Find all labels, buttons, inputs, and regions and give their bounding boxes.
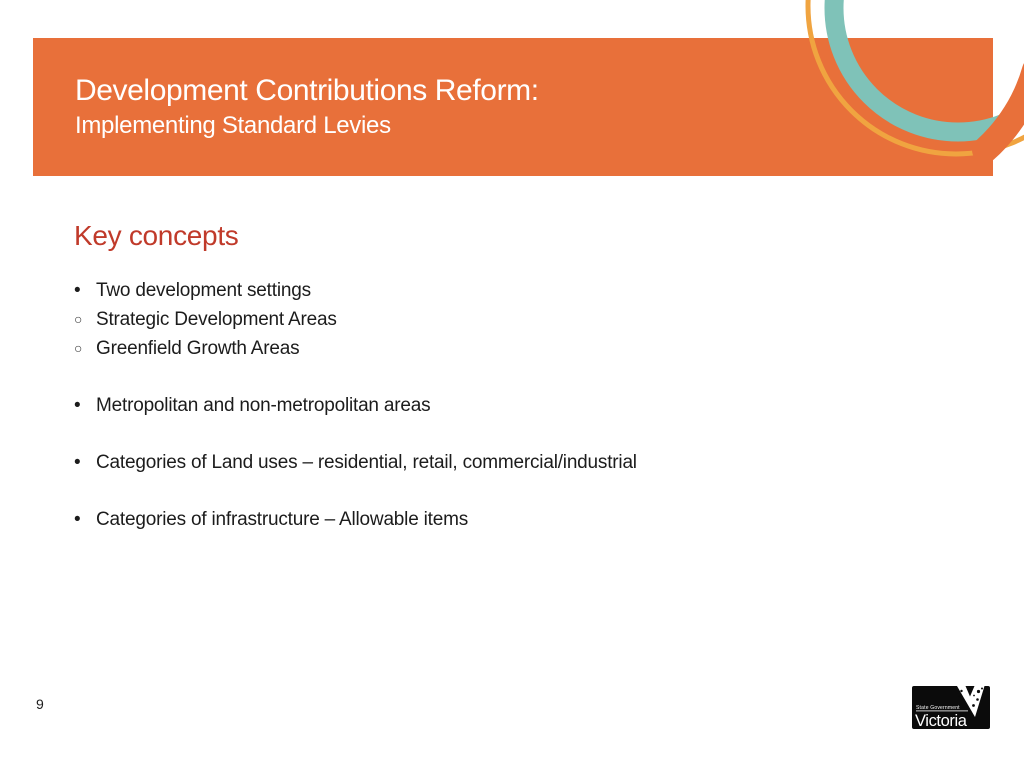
header-banner [33, 38, 993, 176]
section-heading: Key concepts [74, 220, 239, 251]
page-number: 9 [36, 696, 44, 712]
list-item [70, 334, 637, 363]
list-item-label: Two development settings [96, 280, 311, 301]
bullet-circle-icon: ○ [74, 311, 83, 327]
list-item-label: Greenfield Growth Areas [96, 338, 300, 359]
bullet-disc-icon: • [74, 280, 81, 301]
list-item-label: Strategic Development Areas [96, 309, 337, 330]
bullet-disc-icon: • [74, 452, 81, 473]
list-item-label: Categories of Land uses – residential, retail, commercial/industrial [96, 452, 637, 473]
bullet-circle-icon: ○ [74, 340, 83, 356]
slide-subtitle: Implementing Standard Levies [75, 112, 391, 139]
list-item-label: Metropolitan and non-metropolitan areas [96, 395, 431, 416]
list-item [70, 391, 637, 420]
list-item-label: Categories of infrastructure – Allowable items [96, 509, 469, 530]
list-item [70, 305, 637, 334]
list-item [70, 276, 637, 305]
bullet-disc-icon: • [74, 509, 81, 530]
slide-title: Development Contributions Reform: [75, 74, 539, 107]
victoria-logo [912, 686, 990, 729]
logo-large-text: Victoria [915, 712, 967, 729]
logo-small-text: State Government [916, 705, 960, 711]
bullet-disc-icon: • [74, 395, 81, 416]
bullet-list [70, 276, 637, 534]
list-item [70, 448, 637, 477]
list-item [70, 505, 637, 534]
